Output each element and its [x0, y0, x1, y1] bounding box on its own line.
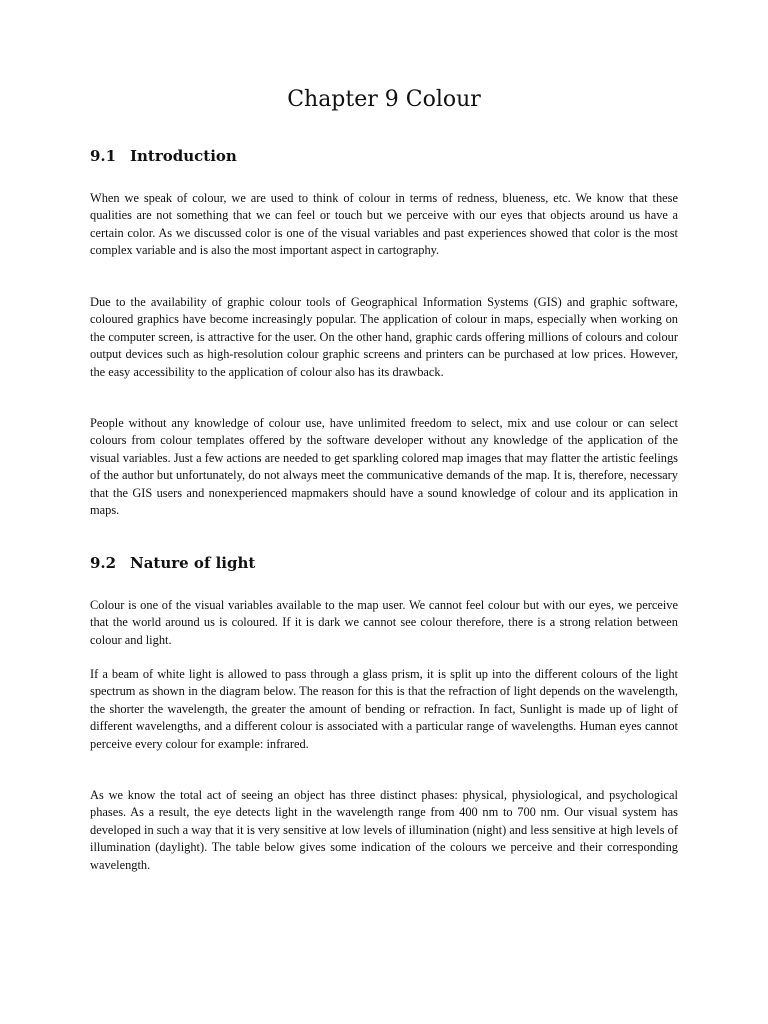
section-heading-nature-of-light — [90, 553, 255, 573]
section-title: Nature of light — [130, 554, 256, 572]
chapter-title: Chapter 9 Colour — [287, 87, 481, 112]
section-heading-introduction — [90, 146, 237, 166]
section-number: 9.1 — [90, 147, 117, 165]
paragraph: When we speak of colour, we are used to think of colour in terms of redness, blueness, etc. We know that these qualities are not something that we can feel or touch but we perceive with our eyes that objects around us have a certain color. As we discussed color is one of the visual variables and past experiences showed that color is the most complex variable and is also the most important aspect in cartography. — [90, 191, 678, 258]
section-number: 9.2 — [90, 554, 117, 572]
paragraph: If a beam of white light is allowed to pass through a glass prism, it is split up into the different colours of the light spectrum as shown in the diagram below. The reason for this is that the refraction of light depends on the wavelength, the shorter the wavelength, the greater the amount of bending or refraction. In fact, Sunlight is made up of light of different wavelengths, and a different colour is associated with a particular range of wavelengths. Human eyes cannot perceive every colour for example: infrared. — [90, 667, 678, 751]
paragraph: As we know the total act of seeing an object has three distinct phases: physical, physiological, and psychological phases. As a result, the eye detects light in the wavelength range from 400 nm to 700 nm. Our visual system has developed in such a way that it is very sensitive at low levels of illumination (night) and less sensitive at high levels of illumination (daylight). The table below gives some indication of the colours we perceive and their corresponding wavelength. — [90, 788, 678, 872]
paragraph: Colour is one of the visual variables available to the map user. We cannot feel colour but with our eyes, we perceive that the world around us is coloured. If it is dark we cannot see colour therefore, there is a strong relation between colour and light. — [90, 598, 678, 647]
paragraph: People without any knowledge of colour use, have unlimited freedom to select, mix and use colour or can select colours from colour templates offered by the software developer without any knowledge of the application of the visual variables. Just a few actions are needed to get sparkling colored map images that may flatter the artistic feelings of the author but unfortunately, do not always meet the communicative demands of the map. It is, therefore, necessary that the GIS users and nonexperienced mapmakers should have a sound knowledge of colour and its application in maps. — [90, 416, 678, 518]
section-title: Introduction — [130, 147, 237, 165]
paragraph: Due to the availability of graphic colour tools of Geographical Information Systems (GIS) and graphic software, coloured graphics have become increasingly popular. The application of colour in maps, especially when working on the computer screen, is attractive for the user. On the other hand, graphic cards offering millions of colours and colour output devices such as high-resolution colour graphic screens and printers can be purchased at low prices. However, the easy accessibility to the application of colour also has its drawback. — [90, 295, 678, 379]
